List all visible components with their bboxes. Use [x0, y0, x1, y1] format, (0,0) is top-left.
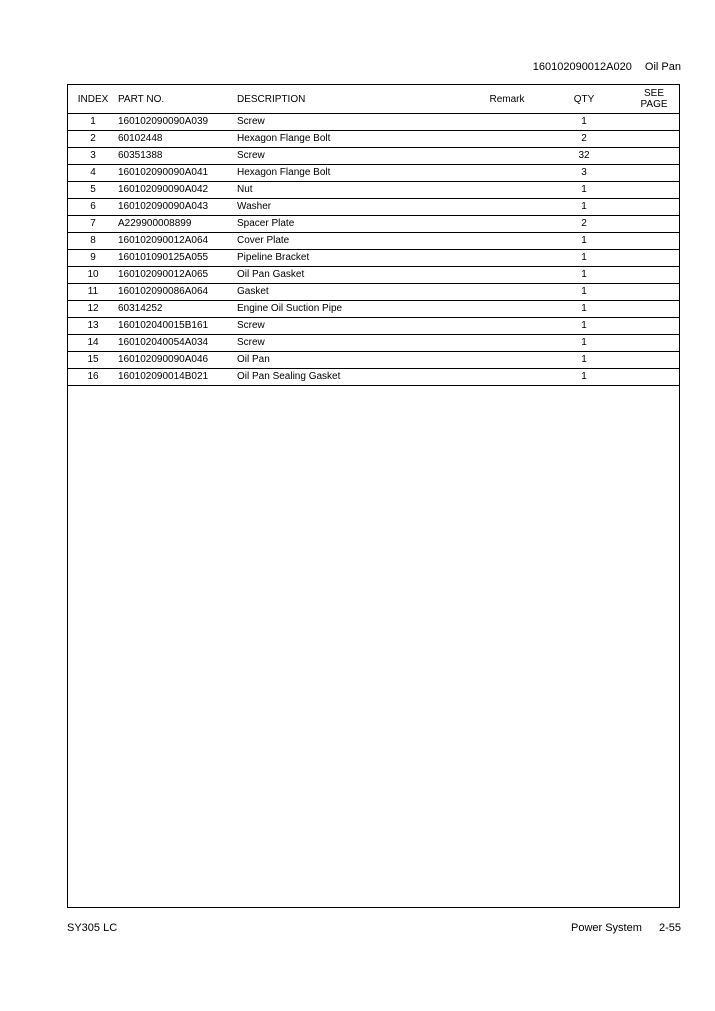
row-qty: 1	[539, 352, 629, 369]
row-see-page	[629, 199, 679, 216]
row-description: Screw	[237, 114, 475, 131]
parts-table-body	[68, 114, 679, 386]
parts-table	[68, 85, 679, 386]
row-see-page	[629, 165, 679, 182]
column-header-see-page	[629, 85, 679, 114]
row-index: 16	[68, 369, 118, 386]
row-see-page	[629, 233, 679, 250]
row-part-no: 60351388	[118, 148, 237, 165]
row-qty: 1	[539, 369, 629, 386]
assembly-title: Oil Pan	[644, 61, 681, 73]
row-qty: 1	[539, 182, 629, 199]
column-header-part-no: PART NO.	[118, 85, 237, 114]
machine-model: SY305 LC	[67, 922, 118, 934]
row-index: 12	[68, 301, 118, 318]
row-remark	[475, 352, 539, 369]
row-see-page	[629, 131, 679, 148]
row-see-page	[629, 318, 679, 335]
row-index: 3	[68, 148, 118, 165]
row-remark	[475, 335, 539, 352]
row-remark	[475, 216, 539, 233]
row-part-no: 160102090090A039	[118, 114, 237, 131]
row-remark	[475, 318, 539, 335]
row-part-no: 160102040054A034	[118, 335, 237, 352]
row-index: 10	[68, 267, 118, 284]
section-name: Power System	[570, 922, 642, 934]
row-description: Hexagon Flange Bolt	[237, 131, 475, 148]
row-description: Oil Pan Gasket	[237, 267, 475, 284]
row-qty: 1	[539, 267, 629, 284]
assembly-code: 160102090012A020	[532, 61, 632, 73]
footer-right	[571, 922, 681, 934]
row-qty: 1	[539, 318, 629, 335]
row-part-no: 60314252	[118, 301, 237, 318]
row-index: 5	[68, 182, 118, 199]
table-row	[68, 165, 679, 182]
table-row	[68, 301, 679, 318]
row-part-no: 160101090125A055	[118, 250, 237, 267]
row-see-page	[629, 182, 679, 199]
row-qty: 2	[539, 131, 629, 148]
row-index: 2	[68, 131, 118, 148]
column-header-index: INDEX	[68, 85, 118, 114]
row-description: Hexagon Flange Bolt	[237, 165, 475, 182]
table-row	[68, 114, 679, 131]
table-row	[68, 182, 679, 199]
row-qty: 1	[539, 250, 629, 267]
see-page-line1: SEE	[643, 88, 664, 99]
row-index: 1	[68, 114, 118, 131]
row-see-page	[629, 369, 679, 386]
column-header-remark: Remark	[475, 85, 539, 114]
row-description: Engine Oil Suction Pipe	[237, 301, 475, 318]
table-row	[68, 148, 679, 165]
row-description: Oil Pan	[237, 352, 475, 369]
row-see-page	[629, 114, 679, 131]
table-row	[68, 369, 679, 386]
row-remark	[475, 148, 539, 165]
row-remark	[475, 369, 539, 386]
row-index: 7	[68, 216, 118, 233]
row-part-no: 160102090090A043	[118, 199, 237, 216]
row-index: 11	[68, 284, 118, 301]
row-description: Pipeline Bracket	[237, 250, 475, 267]
table-row	[68, 335, 679, 352]
row-description: Screw	[237, 318, 475, 335]
row-see-page	[629, 267, 679, 284]
row-qty: 3	[539, 165, 629, 182]
row-index: 6	[68, 199, 118, 216]
table-row	[68, 131, 679, 148]
row-part-no: 160102090012A065	[118, 267, 237, 284]
row-see-page	[629, 352, 679, 369]
row-description: Washer	[237, 199, 475, 216]
row-remark	[475, 165, 539, 182]
row-qty: 1	[539, 335, 629, 352]
table-row	[68, 233, 679, 250]
row-description: Nut	[237, 182, 475, 199]
row-see-page	[629, 216, 679, 233]
row-description: Oil Pan Sealing Gasket	[237, 369, 475, 386]
row-part-no: 160102040015B161	[118, 318, 237, 335]
row-part-no: A229900008899	[118, 216, 237, 233]
row-part-no: 60102448	[118, 131, 237, 148]
row-remark	[475, 267, 539, 284]
row-qty: 32	[539, 148, 629, 165]
row-part-no: 160102090086A064	[118, 284, 237, 301]
row-remark	[475, 114, 539, 131]
parts-list-frame	[67, 84, 680, 908]
row-index: 15	[68, 352, 118, 369]
table-row	[68, 318, 679, 335]
row-description: Cover Plate	[237, 233, 475, 250]
table-row	[68, 284, 679, 301]
row-qty: 1	[539, 284, 629, 301]
row-see-page	[629, 284, 679, 301]
table-row	[68, 267, 679, 284]
table-row	[68, 199, 679, 216]
row-part-no: 160102090012A064	[118, 233, 237, 250]
row-index: 13	[68, 318, 118, 335]
row-part-no: 160102090090A041	[118, 165, 237, 182]
page-number: 2-55	[658, 922, 681, 934]
row-see-page	[629, 148, 679, 165]
row-part-no: 160102090090A042	[118, 182, 237, 199]
row-description: Screw	[237, 148, 475, 165]
row-index: 9	[68, 250, 118, 267]
row-description: Spacer Plate	[237, 216, 475, 233]
table-row	[68, 352, 679, 369]
row-qty: 1	[539, 233, 629, 250]
row-qty: 1	[539, 199, 629, 216]
row-see-page	[629, 301, 679, 318]
row-remark	[475, 182, 539, 199]
row-qty: 1	[539, 114, 629, 131]
table-row	[68, 216, 679, 233]
row-description: Screw	[237, 335, 475, 352]
row-remark	[475, 233, 539, 250]
page-header	[533, 61, 681, 73]
row-see-page	[629, 250, 679, 267]
row-index: 14	[68, 335, 118, 352]
row-remark	[475, 301, 539, 318]
row-remark	[475, 131, 539, 148]
row-qty: 1	[539, 301, 629, 318]
table-header-row	[68, 85, 679, 114]
row-remark	[475, 199, 539, 216]
row-index: 8	[68, 233, 118, 250]
see-page-line2: PAGE	[640, 99, 668, 110]
row-remark	[475, 284, 539, 301]
table-row	[68, 250, 679, 267]
row-part-no: 160102090014B021	[118, 369, 237, 386]
row-qty: 2	[539, 216, 629, 233]
row-part-no: 160102090090A046	[118, 352, 237, 369]
column-header-qty: QTY	[539, 85, 629, 114]
row-remark	[475, 250, 539, 267]
column-header-description: DESCRIPTION	[237, 85, 475, 114]
row-description: Gasket	[237, 284, 475, 301]
row-index: 4	[68, 165, 118, 182]
row-see-page	[629, 335, 679, 352]
